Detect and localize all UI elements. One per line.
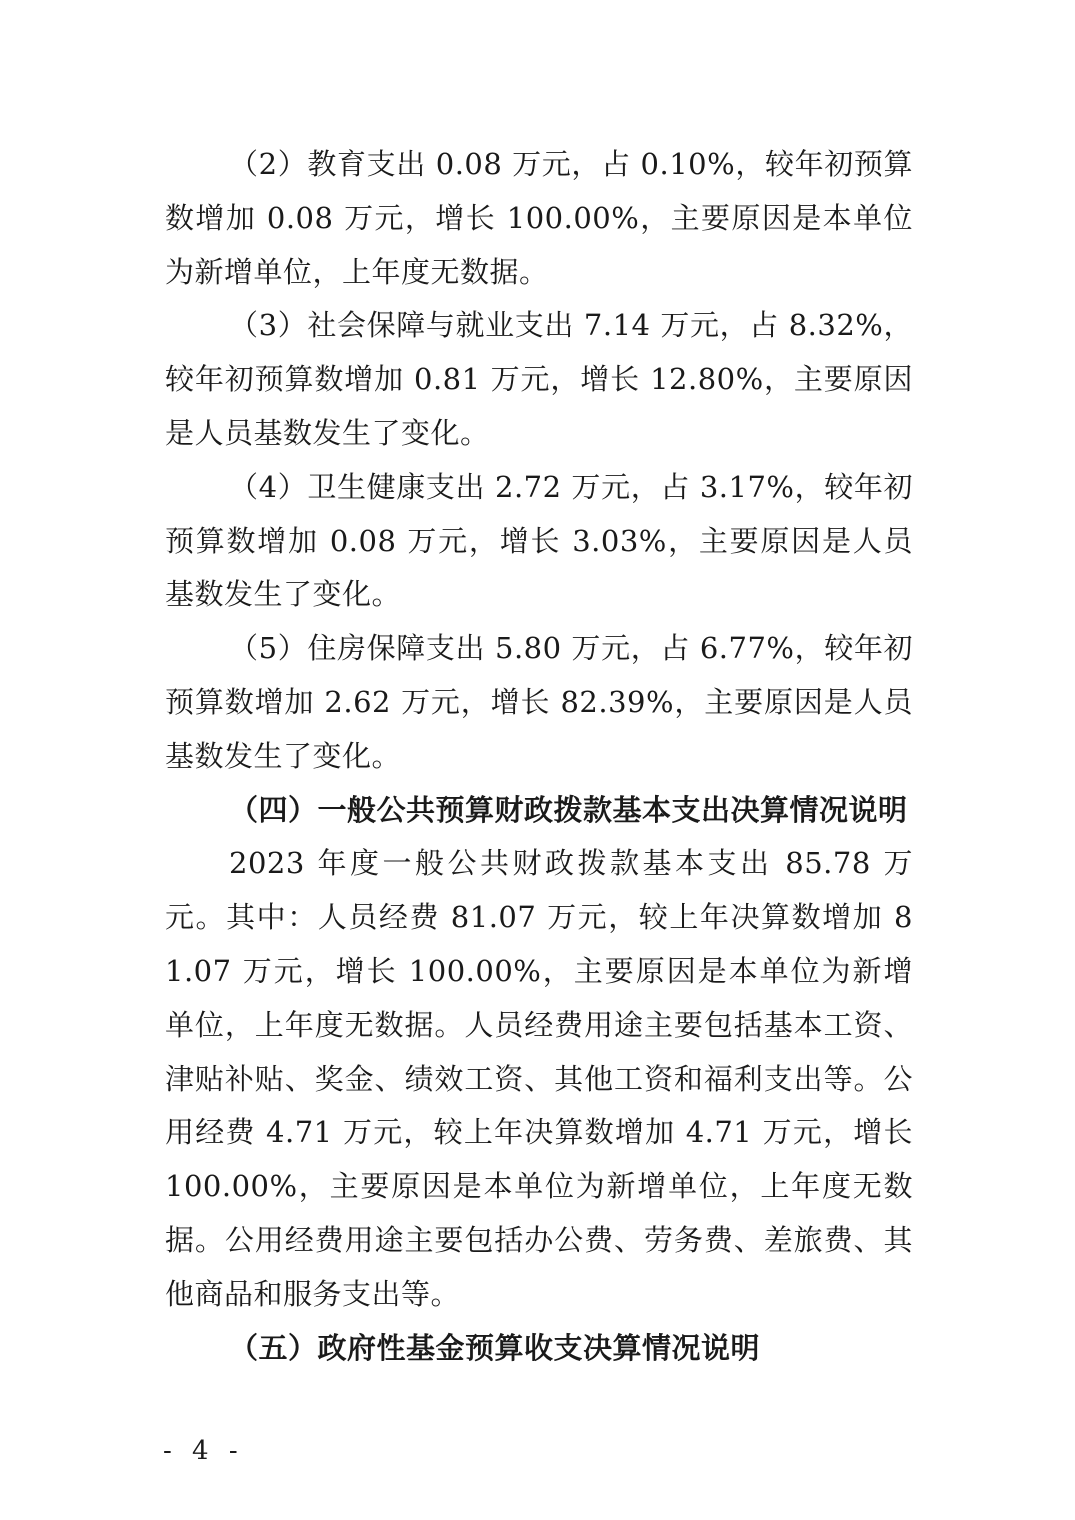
page-number: - 4 - <box>163 1436 244 1466</box>
paragraph-social-security-expenditure: （3）社会保障与就业支出 7.14 万元，占 8.32%，较年初预算数增加 0.81 万元，增长 12.80%，主要原因是人员基数发生了变化。 <box>165 308 913 450</box>
document-body <box>165 138 913 1375</box>
paragraph-education-expenditure: （2）教育支出 0.08 万元，占 0.10%，较年初预算数增加 0.08 万元，增长 100.00%，主要原因是本单位为新增单位，上年度无数据。 <box>165 147 913 289</box>
paragraph-health-expenditure: （4）卫生健康支出 2.72 万元，占 3.17%，较年初预算数增加 0.08 万元，增长 3.03%，主要原因是人员基数发生了变化。 <box>165 469 913 612</box>
paragraph-basic-expenditure-details: 2023 年度一般公共财政拨款基本支出 85.78 万元。其中：人员经费 81.07 万元，较上年决算数增加 81.07 万元，增长 100.00%，主要原因是本单位为新增单位，上年度无数据。人员经费用途主要包括基本工资、津贴补贴、奖金、绩效工资、其他工资和福利支出等。公用经费 4.71 万元，较上年决算数增加 4.71 万元，增长 100.00%，主要原因是本单位为新增单位，上年度无数据。公用经费用途主要包括办公费、劳务费、差旅费、其他商品和服务支出等。 <box>165 846 913 1311</box>
paragraph-housing-expenditure: （5）住房保障支出 5.80 万元，占 6.77%，较年初预算数增加 2.62 万元，增长 82.39%，主要原因是人员基数发生了变化。 <box>165 631 913 773</box>
section-heading-basic-expenditure: （四）一般公共预算财政拨款基本支出决算情况说明 <box>229 792 908 827</box>
section-heading-government-fund: （五）政府性基金预算收支决算情况说明 <box>229 1330 761 1365</box>
